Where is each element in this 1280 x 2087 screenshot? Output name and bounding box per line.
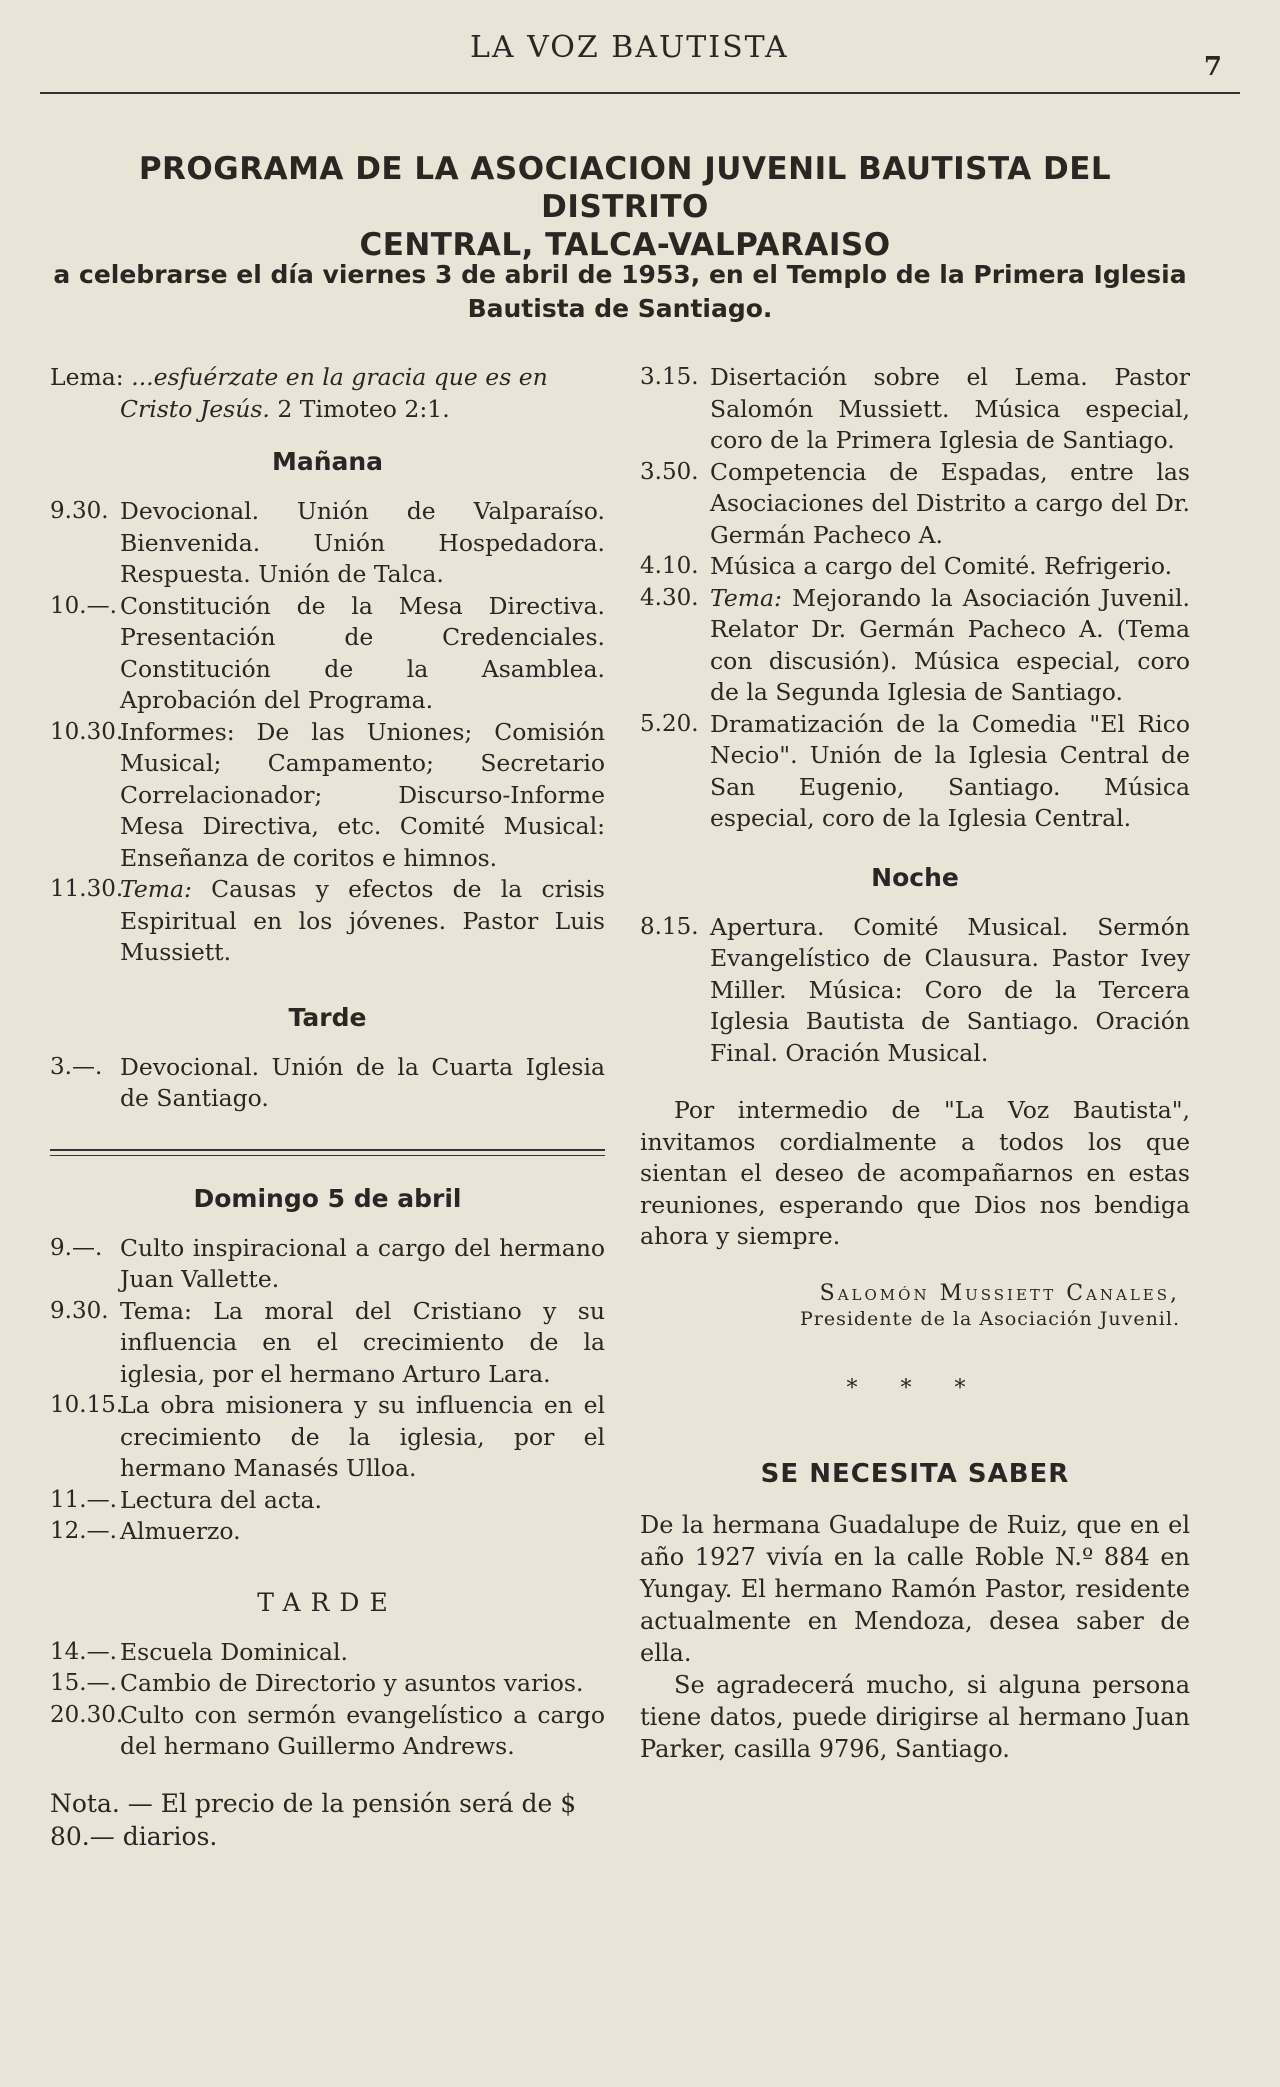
heading-noche: Noche <box>871 862 959 892</box>
header-rule <box>40 92 1240 94</box>
asterism-separator: * * * <box>846 1375 984 1401</box>
program-item <box>640 583 1190 709</box>
lema-label: Lema: <box>50 363 124 391</box>
program-title <box>60 150 1190 264</box>
signature-role: Presidente de la Asociación Juvenil. <box>799 1307 1180 1330</box>
program-item <box>50 1516 605 1548</box>
heading-domingo: Domingo 5 de abril <box>193 1183 462 1213</box>
signature-name: Salomón Mussiett Canales, <box>819 1280 1180 1306</box>
item-text <box>710 583 1190 709</box>
item-time: 9.30. <box>50 498 109 524</box>
item-text: Devocional. Unión de la Cuarta Iglesia de Santiago. <box>120 1052 605 1112</box>
item-tema-label: Tema: <box>120 875 192 903</box>
program-item <box>50 1668 605 1700</box>
right-column <box>640 362 1190 1765</box>
lema <box>50 362 605 425</box>
item-time: 11.—. <box>50 1486 117 1513</box>
item-text: Cambio de Directorio y asuntos varios. <box>120 1669 584 1697</box>
lema-text: ...esfuérzate en la gracia que es en Cristo Jesús. <box>120 363 548 423</box>
item-time: 4.10. <box>640 553 699 579</box>
pension-note: Nota. — El precio de la pensión será de $ 80.— diarios. <box>50 1788 577 1851</box>
program-title-line-2: CENTRAL, TALCA-VALPARAISO <box>359 227 891 263</box>
item-text <box>120 874 605 969</box>
item-text: Dramatización de la Comedia "El Rico Necio". Unión de la Iglesia Central de San Eugenio, Santiago. Música especial, coro de la Iglesia Central. <box>710 709 1190 832</box>
item-text: Constitución de la Mesa Directiva. Presentación de Credenciales. Constitución de la Asamblea. Aprobación del Programa. <box>120 591 605 714</box>
program-subtitle-line-2: Bautista de Santiago. <box>467 294 773 323</box>
program-title-line-1: PROGRAMA DE LA ASOCIACION JUVENIL BAUTISTA DEL DISTRITO <box>138 151 1112 225</box>
heading-tarde: Tarde <box>288 1002 367 1032</box>
notice-heading: SE NECESITA SABER <box>760 1458 1070 1489</box>
item-time: 4.30. <box>640 584 699 611</box>
item-text: Devocional. Unión de Valparaíso. Bienvenida. Unión Hospedadora. Respuesta. Unión de Talca. <box>120 497 605 588</box>
item-time: 3.15. <box>640 364 699 390</box>
program-item <box>50 1700 605 1763</box>
item-tema-label: Tema: <box>710 583 782 612</box>
running-head <box>40 22 1240 102</box>
program-item <box>640 551 1190 583</box>
section-divider <box>50 1149 605 1156</box>
program-item <box>50 591 605 717</box>
heading-manana: Mañana <box>271 447 384 476</box>
item-text: La obra misionera y su influencia en el crecimiento de la iglesia, por el hermano Manasés Ulloa. <box>120 1391 605 1482</box>
program-item <box>640 362 1190 457</box>
item-tema-text: Causas y efectos de la crisis Espiritual en los jóvenes. Pastor Luis Mussiett. <box>120 875 605 966</box>
program-item <box>640 912 1190 1070</box>
heading-tarde-domingo: TARDE <box>257 1587 398 1617</box>
item-time: 8.15. <box>640 913 699 940</box>
item-text: Informes: De las Uniones; Comisión Musical; Campamento; Secretario Correlacionador; Discurso-Informe Mesa Directiva, etc. Comité Musical: Enseñanza de coritos e himnos. <box>120 717 605 872</box>
item-text: Almuerzo. <box>120 1517 241 1545</box>
program-item <box>50 496 605 591</box>
item-text <box>120 1296 605 1391</box>
notice-paragraph-2: Se agradecerá mucho, si alguna persona tiene datos, puede dirigirse al hermano Juan Parker, casilla 9796, Santiago. <box>640 1670 1190 1763</box>
item-time: 11.30. <box>50 876 124 902</box>
program-item <box>50 1637 605 1669</box>
program-subtitle-line-1: a celebrarse el día viernes 3 de abril de 1953, en el Templo de la Primera Iglesia <box>53 260 1187 289</box>
item-time: 9.—. <box>50 1234 103 1261</box>
program-item <box>640 457 1190 552</box>
item-time: 3.50. <box>640 458 699 485</box>
program-item <box>50 1485 605 1517</box>
item-text: Apertura. Comité Musical. Sermón Evangelístico de Clausura. Pastor Ivey Miller. Música: Coro de la Tercera Iglesia Bautista de Santiago. Oración Final. Oración Musical. <box>710 912 1190 1067</box>
item-time: 14.—. <box>50 1638 117 1665</box>
item-tema-text: Mejorando la Asociación Juvenil. Relator Dr. Germán Pacheco A. (Tema con discusión). Música especial, coro de la Segunda Iglesia de Santiago. <box>710 583 1190 706</box>
program-subtitle <box>45 258 1195 326</box>
program-item <box>50 874 605 969</box>
item-time: 15.—. <box>50 1670 117 1696</box>
item-time: 20.30. <box>50 1701 124 1728</box>
item-tema-text: La moral del Cristiano y su influencia en el crecimiento de la iglesia, por el hermano Arturo Lara. <box>120 1296 605 1388</box>
item-text: Culto inspiracional a cargo del hermano Juan Vallette. <box>120 1233 605 1293</box>
program-item <box>50 1233 605 1296</box>
item-time: 12.—. <box>50 1518 117 1544</box>
lema-citation: 2 Timoteo 2:1. <box>277 394 450 423</box>
program-item <box>50 1390 605 1485</box>
left-column <box>50 362 605 1853</box>
item-text: Música a cargo del Comité. Refrigerio. <box>710 552 1173 580</box>
closing-invitation: Por intermedio de "La Voz Bautista", invitamos cordialmente a todos los que sientan el deseo de acompañarnos en estas reuniones, esperando que Dios nos bendiga ahora y siempre. <box>640 1096 1190 1250</box>
item-time: 9.30. <box>50 1297 109 1324</box>
item-time: 3.—. <box>50 1053 103 1080</box>
item-text: Disertación sobre el Lema. Pastor Salomón Mussiett. Música especial, coro de la Primera Iglesia de Santiago. <box>710 363 1190 454</box>
item-text: Culto con sermón evangelístico a cargo del hermano Guillermo Andrews. <box>120 1700 605 1760</box>
item-time: 10.15. <box>50 1392 124 1418</box>
item-time: 10.—. <box>50 592 117 619</box>
program-item <box>50 1052 605 1115</box>
item-tema-label: Tema: <box>120 1296 192 1325</box>
item-time: 5.20. <box>640 710 699 737</box>
item-text: Competencia de Espadas, entre las Asociaciones del Distrito a cargo del Dr. Germán Pacheco A. <box>710 457 1190 549</box>
program-item <box>50 717 605 875</box>
item-text: Lectura del acta. <box>120 1485 322 1514</box>
page-number: 7 <box>1203 52 1222 82</box>
notice-paragraph-1: De la hermana Guadalupe de Ruiz, que en el año 1927 vivía en la calle Roble N.º 884 en Yungay. El hermano Ramón Pastor, residente actualmente en Mendoza, desea saber de ella. <box>640 1510 1190 1667</box>
item-text: Escuela Dominical. <box>120 1637 349 1666</box>
program-item <box>50 1296 605 1391</box>
journal-title: LA VOZ BAUTISTA <box>470 30 789 65</box>
item-time: 10.30. <box>50 718 124 745</box>
program-item <box>640 709 1190 835</box>
